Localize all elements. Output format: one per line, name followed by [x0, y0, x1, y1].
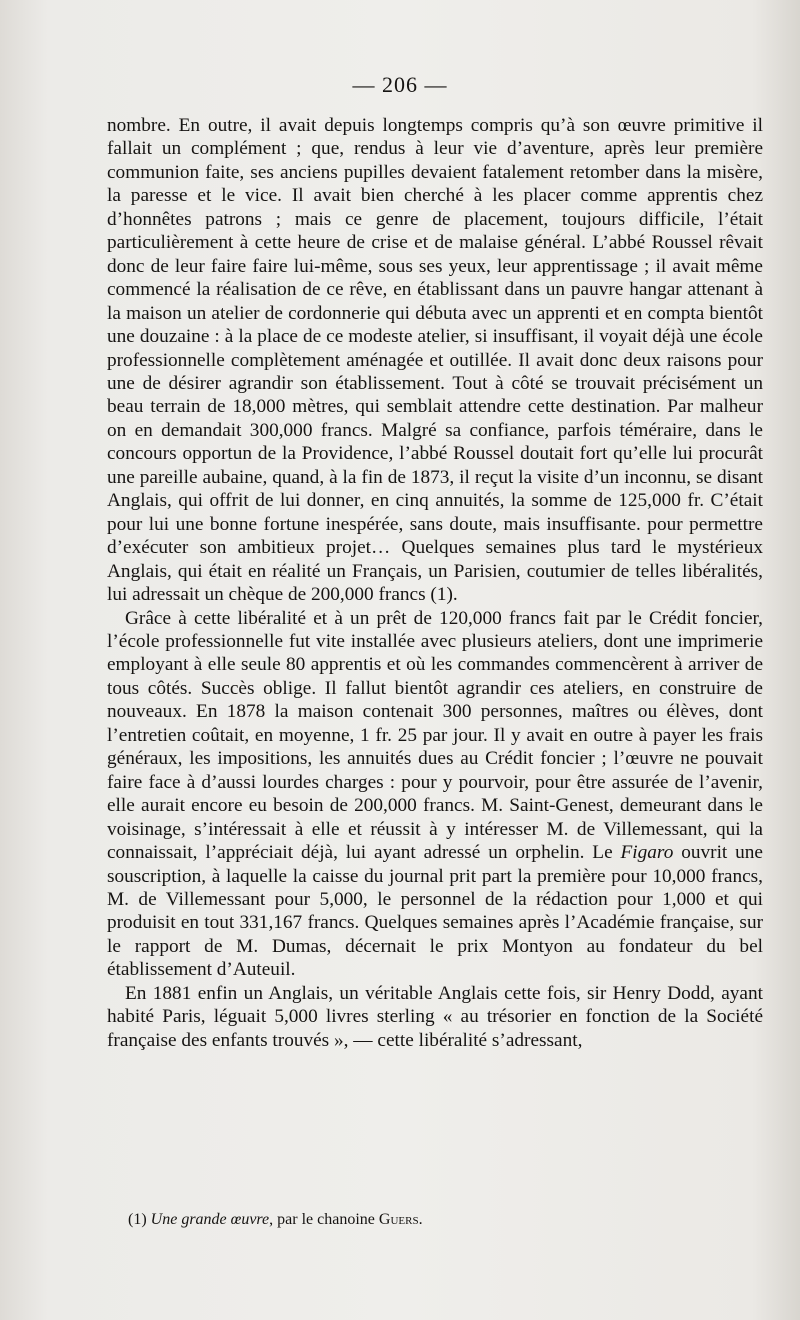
footnote-end: .	[418, 1211, 423, 1228]
paragraph-1	[107, 114, 763, 607]
footnote-author: Guers	[378, 1211, 419, 1228]
paragraph-3-text: En 1881 enfin un Anglais, un véritable Anglais cette fois, sir Henry Dodd, ayant habité Paris, léguait 5,000 livres sterling « au trésorier en fonction de la Société française des enfants trouvés », — cette libéralité s’adressant,	[107, 982, 763, 1051]
footnote-book-title: Une grande œuvre	[150, 1211, 270, 1228]
footnote-number: (1)	[128, 1211, 147, 1228]
footnote	[128, 1210, 748, 1230]
paragraph-2-text-b: ouvrit une souscription, à laquelle la caisse du journal prit part la première pour 10,000 francs, M. de Villemessant pour 5,000, le personnel de la rédaction pour 1,000 et qui produisit en tout 331,167 francs. Quelques semaines après l’Académie française, sur le rapport de M. Dumas, décernait le prix Montyon au fondateur du bel établissement d’Auteuil.	[107, 842, 763, 981]
page-number-header: — 206 —	[352, 72, 448, 97]
footnote-text: , par le chanoine	[269, 1211, 379, 1228]
paragraph-2	[107, 607, 763, 982]
paragraph-1-text: nombre. En outre, il avait depuis longtemps compris qu’à son œuvre primitive il fallait un complément ; que, rendus à leur vie d’aventure, après leur première communion faite, ses anciens pupilles devaient fatalement retomber dans la misère, la paresse et le vice. Il avait bien cherché à les placer comme apprentis chez d’honnêtes patrons ; mais ce genre de placement, toujours difficile, l’était particulièrement à cette heure de crise et de malaise général. L’abbé Roussel rêvait donc de leur faire faire lui-même, sous ses yeux, leur apprentissage ; il avait même commencé la réalisation de ce rêve, en établissant dans un pauvre hangar attenant à la maison un atelier de cordonnerie qui débuta avec un apprenti et en compta bientôt une douzaine : à la place de ce modeste atelier, si insuffisant, il voyait déjà une école professionnelle complètement aménagée et outillée. Il avait donc deux raisons pour une de désirer agrandir son établissement. Tout à côté se trouvait précisément un beau terrain de 18,000 mètres, qui semblait attendre cette destination. Par malheur on en demandait 300,000 francs. Malgré sa confiance, parfois téméraire, dans le concours opportun de la Providence, l’abbé Roussel doutait fort qu’elle lui procurât une pareille aubaine, quand, à la fin de 1873, il reçut la visite d’un inconnu, se disant Anglais, qui offrit de lui donner, en cinq annuités, la somme de 125,000 fr. C’était pour lui une bonne fortune inespérée, sans doute, mais insuffisante. pour permettre d’exécuter son ambitieux projet… Quelques semaines plus tard le mystérieux Anglais, qui était en réalité un Français, un Parisien, coutumier de telles libéralités, lui adressait un chèque de 200,000 francs (1).	[107, 115, 763, 606]
body-text	[107, 114, 763, 1052]
newspaper-title: Figaro	[620, 842, 674, 864]
paragraph-3	[107, 982, 763, 1052]
paragraph-2-text-a: Grâce à cette libéralité et à un prêt de 120,000 francs fait par le Crédit foncier, l’école professionnelle fut vite installée avec plusieurs ateliers, dont une imprimerie employant à elle seule 80 apprentis et où les commandes commencèrent à arriver de tous côtés. Succès oblige. Il fallut bientôt agrandir ces ateliers, en construire de nouveaux. En 1878 la maison contenait 300 personnes, maîtres ou élèves, dont l’entretien coûtait, en moyenne, 1 fr. 25 par jour. Il y avait en outre à payer les frais généraux, les impositions, les annuités dues au Crédit foncier ; l’œuvre ne pouvait faire face à d’aussi lourdes charges : pour y pourvoir, pour être assurée de l’avenir, elle aurait encore eu besoin de 200,000 francs. M. Saint-Genest, demeurant dans le voisinage, s’intéressait à elle et réussit à y intéresser M. de Villemessant, qui la connaissait, l’appréciait déjà, lui ayant adressé un orphelin. Le	[107, 607, 763, 864]
